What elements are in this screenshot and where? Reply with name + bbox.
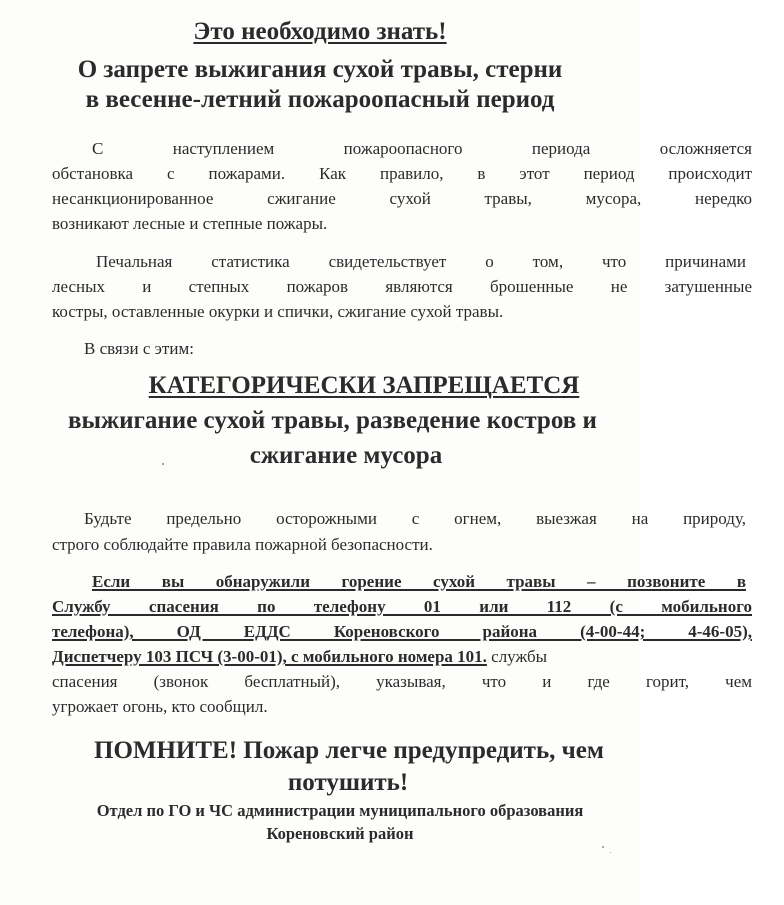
document-subtitle-line1: О запрете выжигания сухой травы, стерни [77,56,563,83]
call-paragraph-line1: Если вы обнаружили горение сухой травы – позвоните в [92,572,746,591]
prohibition-line2: сжигание мусора [249,442,443,469]
prohibition-line1: выжигание сухой травы, разведение костров и [68,407,597,434]
reminder-line2: потушить! [287,769,409,796]
intro-paragraph-line4: возникают лесные и степные пожары. [52,214,328,233]
call-paragraph-line2: Службу спасения по телефону 01 или 112 (с мобильного [52,597,752,616]
intro-paragraph-line1: С наступлением пожароопасного периода осложняется [92,139,752,158]
call-paragraph-line5: спасения (звонок бесплатный), указывая, что и где горит, чем [52,672,752,691]
statistics-paragraph-line2: лесных и степных пожаров являются брошенные не затушенные [52,277,752,296]
statistics-paragraph-line3: костры, оставленные окурки и спички, сжигание сухой травы. [52,302,504,321]
statistics-paragraph-line1: Печальная статистика свидетельствует о том, что причинами [96,252,746,271]
document-title: Это необходимо знать! [193,18,447,45]
prohibition-heading: КАТЕГОРИЧЕСКИ ЗАПРЕЩАЕТСЯ [148,372,580,399]
caution-paragraph-line2: строго соблюдайте правила пожарной безопасности. [52,535,433,554]
caution-paragraph-line1: Будьте предельно осторожными с огнем, выезжая на природу, [84,509,746,528]
scan-speck [602,846,604,848]
scan-speck [162,463,164,465]
intro-paragraph-line2: обстановка с пожарами. Как правило, в этот период происходит [52,164,752,183]
scan-speck [610,852,611,853]
call-paragraph-line3: телефона), ОД ЕДДС Кореновского района (4-00-44; 4-46-05), [52,622,752,641]
document-subtitle-line2: в весенне-летний пожароопасный период [85,86,555,113]
signature-line2: Кореновский район [266,824,414,843]
call-paragraph-line4 [52,647,752,667]
signature-line1: Отдел по ГО и ЧС администрации муниципального образования [96,801,584,820]
intro-paragraph-line3: несанкционированное сжигание сухой травы, мусора, нередко [52,189,752,208]
call-paragraph-line6: угрожает огонь, кто сообщил. [52,697,268,716]
call-paragraph-line4-rest: службы [486,647,548,666]
reminder-line1: ПОМНИТЕ! Пожар легче предупредить, чем [94,737,604,764]
dispatcher-number: Диспетчеру 103 ПСЧ (3-00-01), с мобильного номера 101. [52,647,487,666]
connection-text: В связи с этим: [84,339,194,358]
